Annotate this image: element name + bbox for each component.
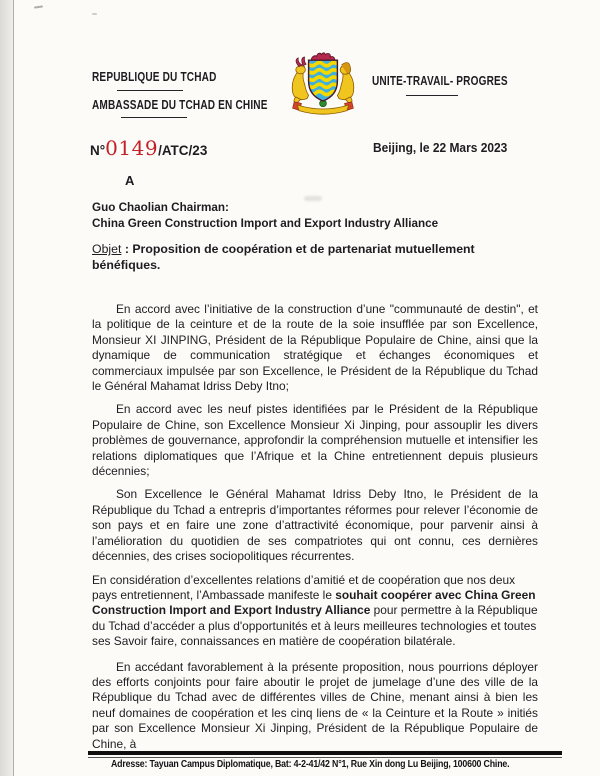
recipient-name: Guo Chaolian Chairman: [92,200,229,214]
body-paragraph-2: En accord avec les neuf pistes identifiées par le Président de la République Populaire de Chine, son Excellence Monsieur Xi Jinping, pour assouplir les divers problèmes de gouvernance, approfondir la compréhension mutuelle et intensifier les relations diplomatiques que l’Afrique et la Chine entretiennent depuis plusieurs décennies; [92,402,538,479]
body-paragraph-3: Son Excellence le Général Mahamat Idriss Deby Itno, le Président de la République du Tchad a entrepris d’importantes réformes pour relever l’économie de son pays et en faire une zone d’attractivité économique, pour parvenir ainsi à l’amélioration du quotidien de ses compatriotes qui ont connu, ces dernières décennies, des crises sociopolitiques récurrentes. [92,487,538,564]
addressee-marker: A [125,173,135,188]
motto-divider [406,95,458,96]
body-paragraph-1: En accord avec l’initiative de la construction d’une "communauté de destin", et la politique de la ceinture et de la route de la soie insufflée par son Excellence, Monsieur XI JINPING, Président de la République Populaire de Chine, ainsi que la dynamique de communication stratégique et échanges économiques et commerciaux impulsée par son Excellence, le Président de la République du Tchad le Général Mahamat Idriss Deby Itno; [92,302,538,394]
reference-line [90,136,207,160]
letterhead-divider [117,90,183,91]
letterhead-motto: UNITE-TRAVAIL- PROGRES [372,74,508,88]
letterhead-embassy: AMBASSADE DU TCHAD EN CHINE [92,98,268,112]
letterhead-divider [121,117,187,118]
letterhead-left [92,70,268,112]
chad-coat-of-arms-emblem [283,52,363,123]
letterhead-country: REPUBLIQUE DU TCHAD [92,70,217,84]
body-paragraph-5: En accédant favorablement à la présente proposition, nous pourrions déployer des efforts conjoints pour faire aboutir le projet de jumelage d’une des ville de la République du Tchad avec de différentes villes de Chine, menant ainsi à bien les neuf domaines de coopération et les cinq liens de « la Ceinture et la Route » initiés par son Excellence Monsieur Xi Jinping, Président de la République Populaire de Chine, à [92,659,538,751]
subject-line [92,241,522,273]
paragraph-4-bold-text: souhait coopérer avec China Green Construction Import and Export Industry Alliance [92,587,536,618]
recipient-organization: China Green Construction Import and Export Industry Alliance [92,216,439,230]
subject-text: Proposition de coopération et de partenariat mutuellement bénéfiques. [92,242,475,272]
footer-rule [88,751,562,755]
subject-separator: : [121,242,133,256]
scan-speck [34,5,43,8]
dateline: Beijing, le 22 Mars 2023 [373,141,508,155]
recipient-block [92,199,438,231]
coat-of-arms-icon [283,52,363,118]
reference-prefix: N° [90,143,106,158]
letter-body [92,302,538,752]
subject-label: Objet [92,242,122,256]
paragraph-4-text: En considération d’excellentes relations d’amitié et de coopération que nos deux pays entretiennent, l’Ambassade manifeste le [92,572,516,602]
footer-rule-thin [88,757,562,758]
footer-address: Adresse: Tayuan Campus Diplomatique, Bat: 4-2-41/42 N°1, Rue Xin dong Lu Beijing, 100600 Chine. [111,759,510,770]
reference-number: 0149 [105,136,159,160]
scan-page-edge [0,0,14,776]
scan-speck [92,13,97,15]
body-paragraph-4 [92,573,538,650]
paragraph-4-text: pour permettre à la République du Tchad d’accéder a plus d'opportunités et à leurs meilleures technologies et toutes ses Savoir faire, connaissances en matière de coopération bilatérale. [92,603,538,649]
reference-suffix: /ATC/23 [158,143,208,158]
